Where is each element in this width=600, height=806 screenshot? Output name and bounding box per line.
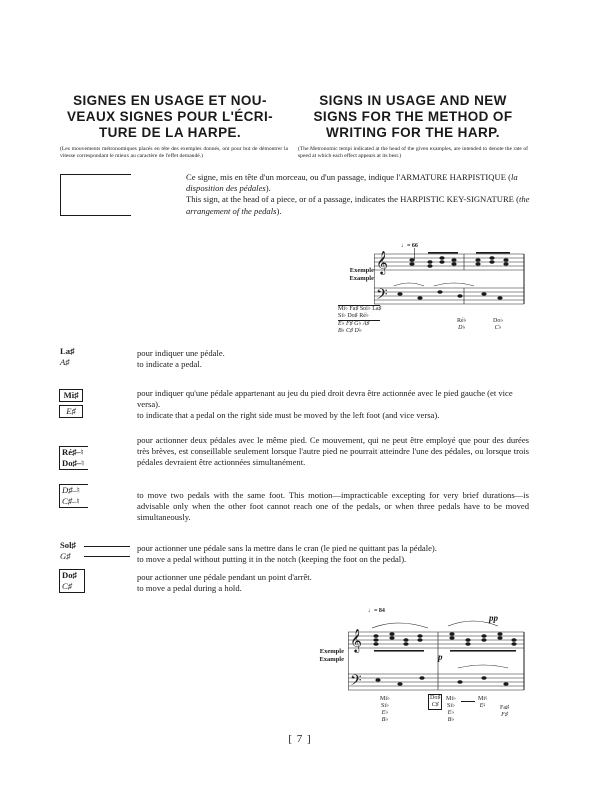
pedal-mark-fr: Ré♭: [457, 318, 467, 324]
pedal-name: Mi♭: [446, 696, 456, 702]
pedal-mark-en: C♭: [494, 325, 502, 331]
sign-no-notch: [60, 540, 76, 562]
pedal-name: Do♯: [430, 695, 441, 701]
pedal-name: E♭: [447, 710, 455, 716]
sign-two-pedals-desc-fr: pour actionner deux pédales avec le même pied. Ce mouvement, qui ne peut être employé que pour des durées très brèves, est conseillable seulement lorsque l'autre pied ne pourrait atteindre l'une des pédales, ou lorsque trois pédales devraient être actionnées simultanément.: [137, 435, 529, 468]
sign-line: Ré♯–♮: [62, 447, 84, 457]
example2-pedal-a: [380, 696, 390, 724]
desc-en: to indicate a pedal.: [137, 359, 202, 370]
svg-text:𝄞: 𝄞: [350, 628, 362, 652]
text-italic: the arrangement of the pedals: [186, 194, 530, 216]
example2-pedal-line: [461, 701, 475, 702]
pedal-row-en-2: [338, 328, 382, 335]
pedal-name: F♯: [501, 712, 508, 718]
example2-label: [300, 648, 344, 664]
pedal-name: B♭: [381, 717, 389, 723]
pedal-name: F♯: [346, 321, 353, 327]
svg-text:𝄞: 𝄞: [376, 250, 388, 274]
sign-label-fr: La♯: [60, 346, 75, 356]
pedal-name: La♯: [372, 306, 382, 312]
title-en-line: SIGNS IN USAGE AND NEW: [319, 93, 507, 108]
example1-score: [374, 248, 526, 312]
text: ).: [265, 183, 271, 194]
pedal-name: Sol♭: [359, 306, 371, 312]
text: (: [513, 194, 519, 205]
example-label-fr: Exemple: [319, 648, 344, 655]
pedal-name: Fa♯: [500, 705, 509, 711]
keysig-desc-fr: [186, 172, 531, 194]
pedal-name: E♭: [338, 321, 345, 327]
pedal-name: C♯: [346, 328, 354, 334]
pedal-name: B♭: [447, 717, 455, 723]
title-en: [294, 93, 532, 141]
pedal-name: E♮: [479, 703, 486, 709]
sign-label-en: C♯: [62, 581, 73, 591]
keysig-desc-en: [186, 194, 531, 216]
example2-dynamic-pp: pp: [489, 613, 498, 623]
pedal-name: Mi♭: [338, 306, 348, 312]
example-label-en: Example: [349, 275, 374, 282]
sign-pedal: [60, 346, 74, 368]
pedal-name: Si♭: [447, 703, 455, 709]
pedal-name: G♭: [354, 321, 362, 327]
sign-hold: [59, 569, 85, 593]
sign-hold-box: [59, 569, 85, 593]
pedal-name: E♭: [381, 710, 389, 716]
pedal-row-fr-1: [338, 306, 382, 313]
pedal-name: Do♯: [347, 313, 358, 319]
text: ).: [276, 205, 282, 216]
title-en-line: SIGNS FOR THE METHOD OF: [313, 109, 513, 124]
example1-tempo: ♩= 66: [401, 243, 418, 249]
pedal-mark-fr: Do♭: [493, 318, 504, 324]
pedal-mark-en: D♭: [458, 325, 466, 331]
note-en: (The Metronomic tempi indicated at the head of the given examples, are intended to denote the rate of speed at which each effect appears at its best.): [298, 146, 528, 159]
sign-label-fr: Do♯: [62, 570, 77, 580]
title-fr: [50, 93, 290, 141]
pedal-name: Mi♭: [380, 696, 390, 702]
pedal-name: Fa♯: [349, 306, 359, 312]
title-fr-line: SIGNES EN USAGE ET NOU-: [73, 93, 267, 108]
sign-no-notch-desc: [137, 543, 529, 565]
sign-box-fr: Mi♯: [59, 389, 83, 402]
desc-en: to indicate that a pedal on the right side must be moved by the left foot (and vice versa).: [137, 410, 440, 421]
title-fr-line: TURE DE LA HARPE.: [98, 125, 242, 140]
example2-pedal-c: [446, 696, 456, 724]
sign-other-foot: [59, 389, 83, 418]
text: This sign, at the head of a piece, or of a passage, indicates the: [186, 194, 401, 205]
sign-label-en: G♯: [60, 551, 71, 561]
pedal-name: Ré♭: [359, 313, 369, 319]
pedal-name: Si♭: [381, 703, 389, 709]
pedal-row-fr-2: [338, 313, 382, 320]
svg-text:𝄢: 𝄢: [350, 672, 362, 693]
example-label-en: Example: [319, 656, 344, 663]
sign-box-en: E♯: [59, 405, 83, 418]
keysig-box: [60, 174, 131, 216]
example1-mark-re: [457, 318, 467, 332]
pedal-name: Mi♮: [478, 696, 488, 702]
desc-en: to move a pedal without putting it in the notch (keeping the foot on the pedal).: [137, 554, 407, 565]
note-fr: (Les mouvements métronomiques placés en tête des exemples donnés, ont pour but de démontrer la vitesse correspondant le mieux au caractère de l'effet demandé.): [60, 146, 288, 159]
desc-fr: pour indiquer une pédale.: [137, 348, 225, 358]
sign-rule-2: [84, 556, 130, 557]
keyword: HARPISTIC KEY-SIGNATURE: [400, 194, 514, 205]
title-fr-line: VEAUX SIGNES POUR L'ÉCRI-: [67, 109, 273, 124]
example2-dynamic-p: p: [438, 652, 443, 662]
pedal-name: A♯: [362, 321, 370, 327]
page-number: [ 7 ]: [288, 733, 312, 745]
keyword: ARMATURE HARPISTIQUE: [400, 172, 506, 182]
example1-pedal-diagram: [338, 306, 382, 335]
desc-fr: pour actionner une pédale sans la mettre dans le cran (le pied ne quittant pas la pédale).: [137, 543, 437, 553]
sign-rule-1: [84, 546, 130, 547]
example2-pedal-b: [428, 694, 442, 710]
desc-fr: pour indiquer qu'une pédale appartenant au jeu du pied droit devra être actionnée avec le pied gauche (et vice versa).: [137, 388, 513, 410]
pedal-name: D♭: [354, 328, 362, 334]
sign-pedal-desc: [137, 348, 527, 370]
text: Ce signe, mis en tête d'un morceau, ou d'un passage, indique l': [186, 172, 401, 182]
title-en-line: WRITING FOR THE HARP.: [326, 125, 500, 140]
sign-two-pedals: [59, 446, 88, 508]
keysig-desc: [186, 172, 531, 217]
example2-score: [348, 618, 526, 696]
example2-tempo: ♩= 84: [368, 608, 385, 614]
example-label-fr: Exemple: [349, 267, 374, 274]
sign-bracket-fr: [59, 446, 88, 470]
text-italic: la disposition des pédales: [186, 172, 518, 194]
sign-line: D♯–♮: [62, 485, 80, 495]
sign-bracket-en: [59, 484, 88, 508]
sign-label-fr: Sol♯: [60, 540, 76, 550]
sign-label-en: A♯: [60, 357, 70, 367]
sign-line: Do♯–♮: [62, 458, 85, 468]
sign-hold-desc: [137, 572, 529, 594]
pedal-row-en-1: [338, 321, 382, 328]
pedal-name: C♯: [431, 702, 439, 708]
sign-two-pedals-desc-en: to move two pedals with the same foot. This motion—impracticable excepting for very brief durations—is advisable only when the other foot cannot reach one of the pedals, or when three pedals have to be moved simultaneously.: [137, 490, 529, 523]
sign-other-foot-desc: [137, 388, 529, 422]
desc-fr: pour actionner une pédale pendant un point d'arrêt.: [137, 572, 312, 582]
desc-en: to move a pedal during a hold.: [137, 583, 242, 594]
example1-label: [330, 267, 374, 283]
example1-mark-do: [493, 318, 503, 332]
example2-pedal-d: [478, 696, 487, 710]
sign-line: C♯–♮: [62, 496, 80, 506]
pedal-name: B♭: [338, 328, 345, 334]
svg-text:𝄢: 𝄢: [376, 286, 388, 307]
pedal-name: Si♭: [338, 313, 346, 319]
example2-pedal-e: [500, 705, 509, 719]
text: (: [505, 172, 511, 182]
